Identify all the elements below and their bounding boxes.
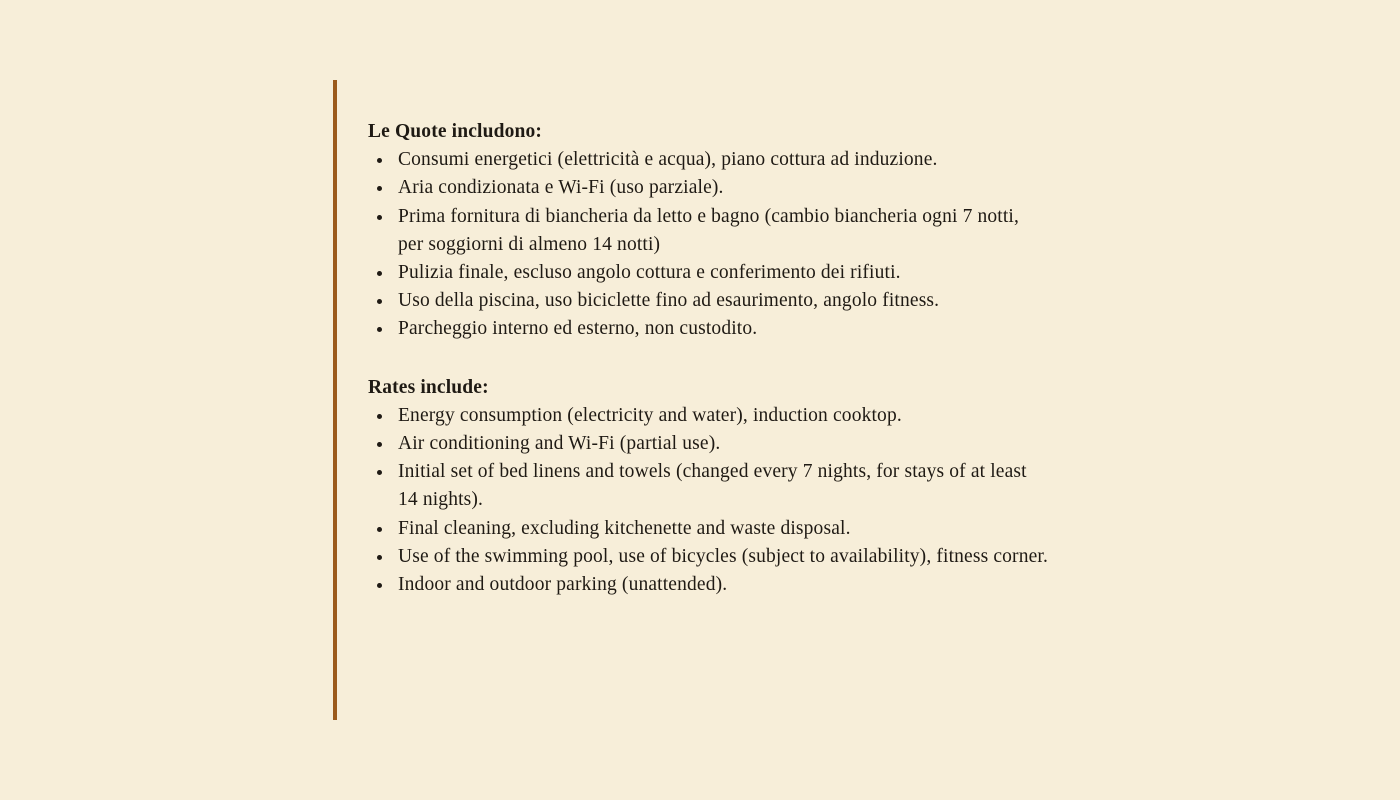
section-italian: [368, 118, 1048, 344]
list-item: Initial set of bed linens and towels (changed every 7 nights, for stays of at least 14 nights).: [368, 458, 1048, 514]
list-item: Parcheggio interno ed esterno, non custodito.: [368, 315, 1048, 343]
accent-bar: [333, 80, 337, 720]
list-item: Energy consumption (electricity and water), induction cooktop.: [368, 402, 1048, 430]
section-english: [368, 374, 1048, 600]
list-item: Consumi energetici (elettricità e acqua), piano cottura ad induzione.: [368, 146, 1048, 174]
list-item: Indoor and outdoor parking (unattended).: [368, 571, 1048, 599]
list-italian: [368, 146, 1048, 343]
list-item: Use of the swimming pool, use of bicycles (subject to availability), fitness corner.: [368, 543, 1048, 571]
list-item: Pulizia finale, escluso angolo cottura e conferimento dei rifiuti.: [368, 259, 1048, 287]
list-item: Final cleaning, excluding kitchenette and waste disposal.: [368, 515, 1048, 543]
section-heading-italian: Le Quote includono:: [368, 121, 543, 142]
section-heading-english: Rates include:: [368, 376, 489, 398]
list-item: Aria condizionata e Wi-Fi (uso parziale).: [368, 174, 1048, 202]
list-item: Prima fornitura di biancheria da letto e bagno (cambio biancheria ogni 7 notti, per soggiorni di almeno 14 notti): [368, 203, 1048, 259]
list-english: [368, 402, 1048, 599]
list-item: Air conditioning and Wi-Fi (partial use).: [368, 430, 1048, 458]
list-item: Uso della piscina, uso biciclette fino ad esaurimento, angolo fitness.: [368, 287, 1048, 315]
rates-content: [368, 118, 1048, 599]
